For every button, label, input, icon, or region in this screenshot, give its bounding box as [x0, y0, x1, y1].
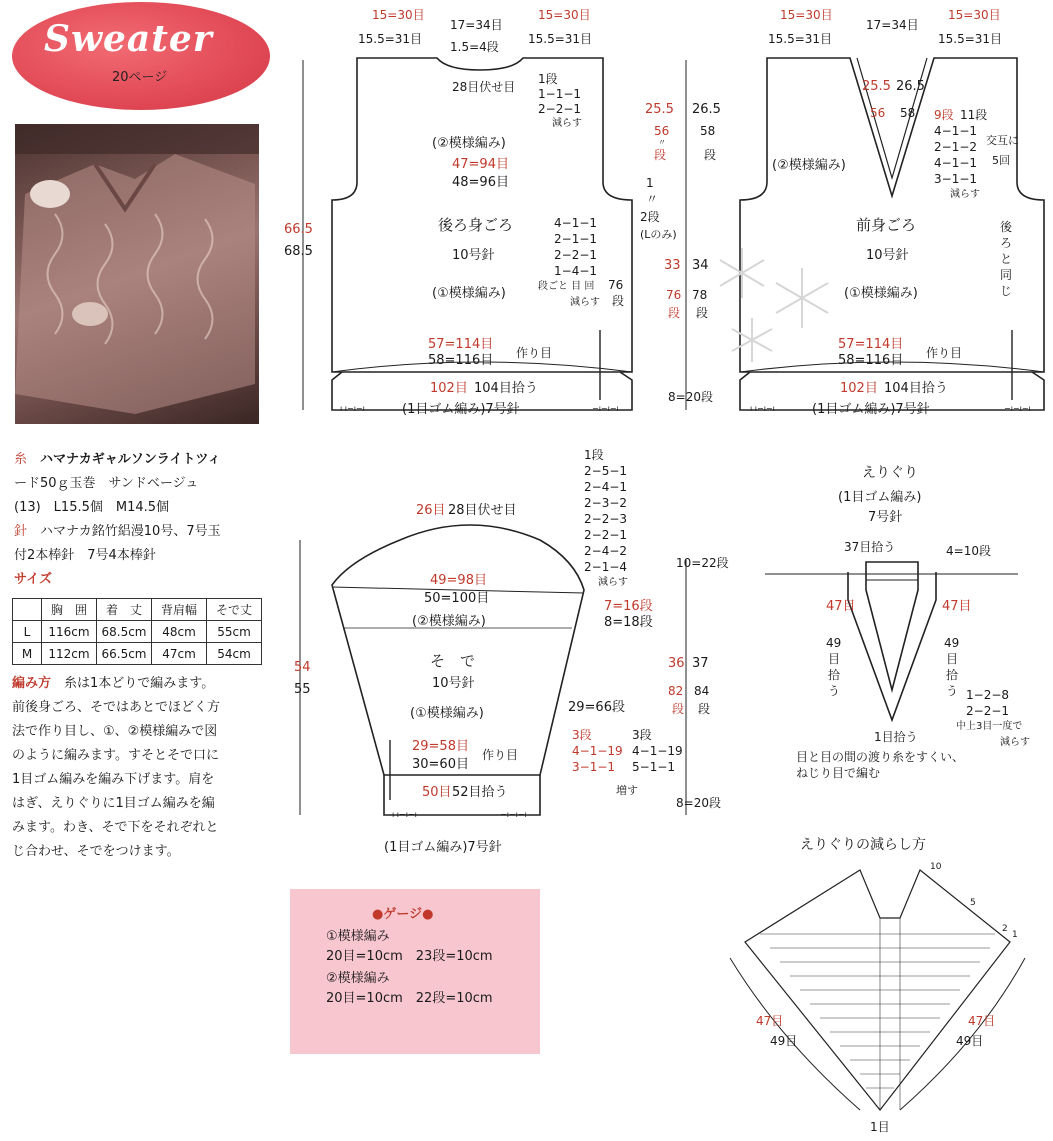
neck-chart-title: えりぐりの減らし方: [800, 837, 926, 853]
size-cell: M: [13, 643, 42, 665]
yarn-text-3: (13) L15.5個 M14.5個: [14, 500, 170, 515]
neckband-needle: 7号針: [868, 510, 903, 525]
size-header-cell: 胸 囲: [42, 599, 97, 621]
back-armhole-note-2: 2段: [640, 210, 660, 224]
front-v-dec-0: 11段: [960, 108, 988, 122]
sleeve-cast-on: 作り目: [482, 748, 519, 762]
front-rib-marks-l: ı ı−ı−ı: [750, 404, 775, 413]
gauge-p1-value: 20目=10cm 23段=10cm: [326, 949, 493, 964]
sleeve-inc-l-0: 3段: [572, 728, 592, 742]
size-header-cell: 背肩幅: [152, 599, 207, 621]
front-pattern-1: (①模様編み): [844, 286, 918, 301]
size-cell: 48cm: [152, 621, 207, 643]
size-cell: 47cm: [152, 643, 207, 665]
back-side-dec-1: 2−1−1: [554, 232, 598, 246]
sleeve-inc-l-2: 3−1−1: [572, 760, 616, 774]
size-cell: 68.5cm: [97, 621, 152, 643]
sleeve-armhole-rows: 8=18段: [604, 615, 653, 630]
back-bottom: 58=116目: [428, 353, 494, 368]
sleeve-rib: 52目拾う: [452, 785, 508, 800]
neckband-dec-3: 減らす: [1000, 737, 1030, 748]
neckband-left-red: 47目: [826, 599, 856, 614]
needle-label: 針: [14, 524, 28, 539]
back-neck-width: 17=34目: [450, 18, 503, 32]
back-rib-marks-r: −ı−ı−ı: [592, 404, 619, 413]
neckband-pick-back: 37目拾う: [844, 540, 896, 554]
neckband-left-2: 拾: [828, 668, 841, 682]
neckband-left-3: う: [828, 684, 841, 698]
rib-rows: 8=20段: [668, 390, 713, 404]
needle-text-2: 付2本棒針 7号4本棒針: [14, 548, 156, 563]
sleeve-inc-r-0: 3段: [632, 728, 652, 742]
size-label: サイズ: [14, 572, 52, 587]
instruction-line: 法で作り目し、①、②模様編みで図: [12, 724, 218, 739]
neckband-center: 1目拾う: [874, 730, 918, 744]
sleeve-cap-dec-2: 2−4−1: [584, 480, 628, 494]
sleeve-cap-dec-9: 減らす: [598, 577, 628, 588]
neckband-note-1: 目と目の間の渡り糸をすくい、: [796, 750, 965, 764]
neckband-left-1: 目: [828, 652, 841, 666]
sleeve-rib-rows: 8=20段: [676, 796, 721, 810]
sleeve-body-rows-dan: 段: [698, 702, 711, 716]
front-same-3: 同: [1000, 268, 1013, 282]
armhole-rows-red: 56: [654, 124, 670, 138]
page-title: Sweater: [44, 18, 213, 60]
sleeve-bottom: 30=60目: [412, 757, 469, 772]
neckband-right-0: 49: [944, 636, 960, 650]
front-v-dec-3: 4−1−1: [934, 156, 978, 170]
back-height: 68.5: [284, 244, 313, 259]
front-rib-red: 102目: [840, 381, 878, 396]
back-bottom-red: 57=114目: [428, 337, 494, 352]
sleeve-cap-rows: 10=22段: [676, 556, 729, 570]
sleeve-top: 28目伏せ目: [448, 503, 517, 518]
neckband-outer: [848, 572, 936, 720]
front-v-dec-2: 2−1−2: [934, 140, 978, 154]
back-mid: 48=96目: [452, 175, 509, 190]
size-cell: 66.5cm: [97, 643, 152, 665]
back-side-rows-1: 段: [612, 294, 625, 308]
back-side-dec-0: 4−1−1: [554, 216, 598, 230]
instruction-line: のように編みます。すそとそで口に: [12, 748, 219, 763]
front-same-0: 後: [1000, 220, 1013, 234]
instruction-line: 糸は1本どりで編みます。: [64, 676, 215, 691]
back-neck-dec-3: 減らす: [552, 118, 582, 129]
neck-chart-bottom: 1目: [870, 1120, 890, 1134]
instructions-label: 編み方: [12, 676, 52, 691]
front-bottom-red: 57=114目: [838, 337, 904, 352]
back-pattern-2: (②模様編み): [432, 136, 506, 151]
sleeve-inc-label: 増す: [616, 784, 638, 797]
sleeve-armhole-rows-red: 7=16段: [604, 599, 653, 614]
yarn-text-2: ード50ｇ玉巻 サンドベージュ: [14, 476, 199, 491]
back-neck-dec-2: 2−2−1: [538, 102, 582, 116]
neck-chart-n2: 2: [1002, 924, 1008, 934]
armhole-rows-dan: 段: [704, 148, 717, 162]
sleeve-name: そ で: [430, 652, 476, 670]
front-v-dec-1: 4−1−1: [934, 124, 978, 138]
front-v-dec-red: 9段: [934, 108, 954, 122]
sleeve-cap-dec-5: 2−2−1: [584, 528, 628, 542]
sleeve-body: 37: [692, 656, 709, 671]
front-rib: 104目拾う: [884, 381, 948, 396]
sleeve-body-red: 36: [668, 656, 685, 671]
armhole-rows: 58: [700, 124, 716, 138]
size-header-cell: 着 丈: [97, 599, 152, 621]
neckband-dec-1: 2−2−1: [966, 704, 1010, 718]
front-rib-marks-r: −ı−ı−ı: [1004, 404, 1031, 413]
sleeve-pattern-2: (②模様編み): [412, 614, 486, 629]
back-side-rows-0: 76: [608, 278, 624, 292]
sleeve-inc-r-2: 5−1−1: [632, 760, 676, 774]
back-rib: 104目拾う: [474, 381, 538, 396]
yarn-text-1: ハマナカギャルソンライトツィ: [40, 452, 221, 467]
gauge-p1-label: ①模様編み: [326, 929, 390, 944]
sleeve-bottom-red: 29=58目: [412, 739, 469, 754]
size-cell: 55cm: [207, 621, 262, 643]
front-v-red: 25.5: [862, 79, 891, 94]
dimension-lines: [300, 60, 686, 815]
neck-chart-n1: 1: [1012, 930, 1018, 940]
size-cell: 112cm: [42, 643, 97, 665]
page-reference: 20ページ: [112, 70, 168, 85]
front-v-rows-red: 56: [870, 106, 886, 120]
front-shoulder-r: 15.5=31目: [938, 32, 1003, 46]
back-shoulder-r: 15.5=31目: [528, 32, 593, 46]
front-neck-width: 17=34目: [866, 18, 919, 32]
armhole-ditto: 〃: [658, 138, 666, 147]
armhole-height-red: 25.5: [645, 102, 674, 117]
back-rib-label: (1目ゴム編み)7号針: [402, 402, 520, 417]
front-shoulder-r-red: 15=30目: [948, 8, 1001, 22]
back-rib-marks-l: ı ı−ı−ı: [340, 404, 365, 413]
front-shoulder-l-red: 15=30目: [780, 8, 833, 22]
size-cell: L: [13, 621, 42, 643]
sleeve-inc-l-1: 4−1−19: [572, 744, 623, 758]
front-cast-on: 作り目: [926, 346, 963, 360]
neck-chart-left-red: 47目: [756, 1014, 784, 1028]
sleeve-cap-dec-4: 2−2−3: [584, 512, 628, 526]
neckband-dec-2: 中上3目一度で: [956, 721, 1023, 732]
front-needle: 10号針: [866, 248, 909, 263]
front-same-4: じ: [1000, 284, 1013, 298]
yarn-label: 糸: [14, 452, 28, 467]
sleeve-rib-marks-l: ı ı−ı−ı: [392, 810, 417, 819]
size-header-cell: そで丈: [207, 599, 262, 621]
front-rib-label: (1目ゴム編み)7号針: [812, 402, 930, 417]
body-height: 34: [692, 258, 709, 273]
instruction-line: みます。わき、そで下をそれぞれと: [12, 820, 219, 835]
front-v-rows: 58: [900, 106, 916, 120]
back-armhole-note-3: (Lのみ): [640, 228, 677, 241]
sleeve-cap-dec-6: 2−4−2: [584, 544, 628, 558]
back-height-red: 66.5: [284, 222, 313, 237]
body-rows-dan: 段: [696, 306, 709, 320]
back-side-dec-2: 2−2−1: [554, 248, 598, 262]
size-cell: 116cm: [42, 621, 97, 643]
back-shoulder-r-red: 15=30目: [538, 8, 591, 22]
back-shoulder-l: 15.5=31目: [358, 32, 423, 46]
neckband-right-1: 目: [946, 652, 959, 666]
needle-text-1: ハマナカ銘竹絽漫10号、7号玉: [40, 524, 221, 539]
front-bottom: 58=116目: [838, 353, 904, 368]
front-alternate-1: 5回: [992, 154, 1010, 167]
instruction-line: はぎ、えりぐりに1目ゴム編みを編: [12, 796, 215, 811]
back-neck-bindoff: 28目伏せ目: [452, 80, 516, 94]
front-pattern-2: (②模様編み): [772, 158, 846, 173]
sleeve-top-red: 26目: [416, 503, 446, 518]
sleeve-body-rows-red: 82: [668, 684, 684, 698]
neck-chart-right: 49目: [956, 1034, 984, 1048]
neckband-left-0: 49: [826, 636, 842, 650]
body-height-red: 33: [664, 258, 681, 273]
back-side-dec-5: 減らす: [570, 297, 600, 308]
neckband-right-red: 47目: [942, 599, 972, 614]
sleeve-rib-red: 50目: [422, 785, 452, 800]
sleeve-upper-red: 49=98目: [430, 573, 487, 588]
neckband-note-2: ねじり目で編む: [796, 766, 881, 780]
sleeve-upper: 50=100目: [424, 591, 490, 606]
armhole-rows-dan-red: 段: [654, 148, 667, 162]
neckband-subtitle: (1目ゴム編み): [838, 490, 922, 505]
neck-chart-left: 49目: [770, 1034, 798, 1048]
sleeve-cap-dec-3: 2−3−2: [584, 496, 628, 510]
size-cell: 54cm: [207, 643, 262, 665]
back-armhole-note-1: 〃: [646, 192, 659, 206]
instruction-line: 前後身ごろ、そではあとでほどく方: [12, 700, 221, 715]
neckband-rows: 4=10段: [946, 544, 991, 558]
sleeve-height-red: 54: [294, 660, 311, 675]
neck-chart-right-red: 47目: [968, 1014, 996, 1028]
back-needle: 10号針: [452, 248, 495, 263]
back-rib-red: 102目: [430, 381, 468, 396]
front-v-dec-4: 3−1−1: [934, 172, 978, 186]
front-shoulder-l: 15.5=31目: [768, 32, 833, 46]
back-neck-dec-0: 1段: [538, 72, 558, 86]
neck-chart-n10: 10: [930, 862, 942, 872]
gauge-p2-label: ②模様編み: [326, 971, 390, 986]
back-pattern-1: (①模様編み): [432, 286, 506, 301]
sleeve-body-rows-dan-red: 段: [672, 702, 685, 716]
sleeve-rib-label: (1目ゴム編み)7号針: [384, 840, 502, 855]
front-alternate-0: 交互に: [986, 134, 1019, 147]
front-v-dec-5: 減らす: [950, 189, 980, 200]
back-shoulder-l-red: 15=30目: [372, 8, 425, 22]
front-name: 前身ごろ: [856, 216, 917, 234]
sleeve-cap-dec-0: 1段: [584, 448, 604, 462]
back-mid-red: 47=94目: [452, 157, 509, 172]
neckband-right-3: う: [946, 684, 959, 698]
sleeve-inc-r-1: 4−1−19: [632, 744, 683, 758]
back-name: 後ろ身ごろ: [438, 216, 514, 234]
neck-chart-n5: 5: [970, 898, 976, 908]
instruction-line: 1目ゴム編みを編み下げます。肩を: [12, 772, 215, 787]
back-cast-on: 作り目: [516, 346, 553, 360]
sleeve-needle: 10号針: [432, 676, 475, 691]
sleeve-rib-marks-r: −ı−ı−ı: [500, 810, 527, 819]
back-armhole-note-0: 1: [646, 176, 654, 190]
front-same-2: と: [1000, 252, 1013, 266]
sleeve-side-rows: 29=66段: [568, 700, 625, 715]
sleeve-body-rows: 84: [694, 684, 710, 698]
sleeve-cap-dec-7: 2−1−4: [584, 560, 628, 574]
neck-chart-grid: [760, 918, 995, 1110]
back-neck-depth: 1.5=4段: [450, 40, 499, 54]
sleeve-cap-dec-1: 2−5−1: [584, 464, 628, 478]
gauge-title: ●ゲージ●: [372, 907, 434, 922]
back-side-dec-3: 1−4−1: [554, 264, 598, 278]
neckband-right-2: 拾: [946, 668, 959, 682]
front-same-1: ろ: [1000, 236, 1013, 250]
gauge-p2-value: 20目=10cm 22段=10cm: [326, 991, 493, 1006]
body-rows: 78: [692, 288, 708, 302]
back-neck-dec-1: 1−1−1: [538, 87, 582, 101]
sleeve-height: 55: [294, 682, 311, 697]
snowflake-decoration: [712, 238, 842, 368]
back-side-dec-4: 段ごと 目 回: [538, 281, 595, 292]
body-rows-dan-red: 段: [668, 306, 681, 320]
front-v: 26.5: [896, 79, 925, 94]
sleeve-pattern-1: (①模様編み): [410, 706, 484, 721]
neckband-dec-0: 1−2−8: [966, 688, 1010, 702]
instruction-line: じ合わせ、そでをつけます。: [12, 844, 180, 859]
armhole-height: 26.5: [692, 102, 721, 117]
body-rows-red: 76: [666, 288, 682, 302]
neckband-title: えりぐり: [862, 465, 918, 481]
